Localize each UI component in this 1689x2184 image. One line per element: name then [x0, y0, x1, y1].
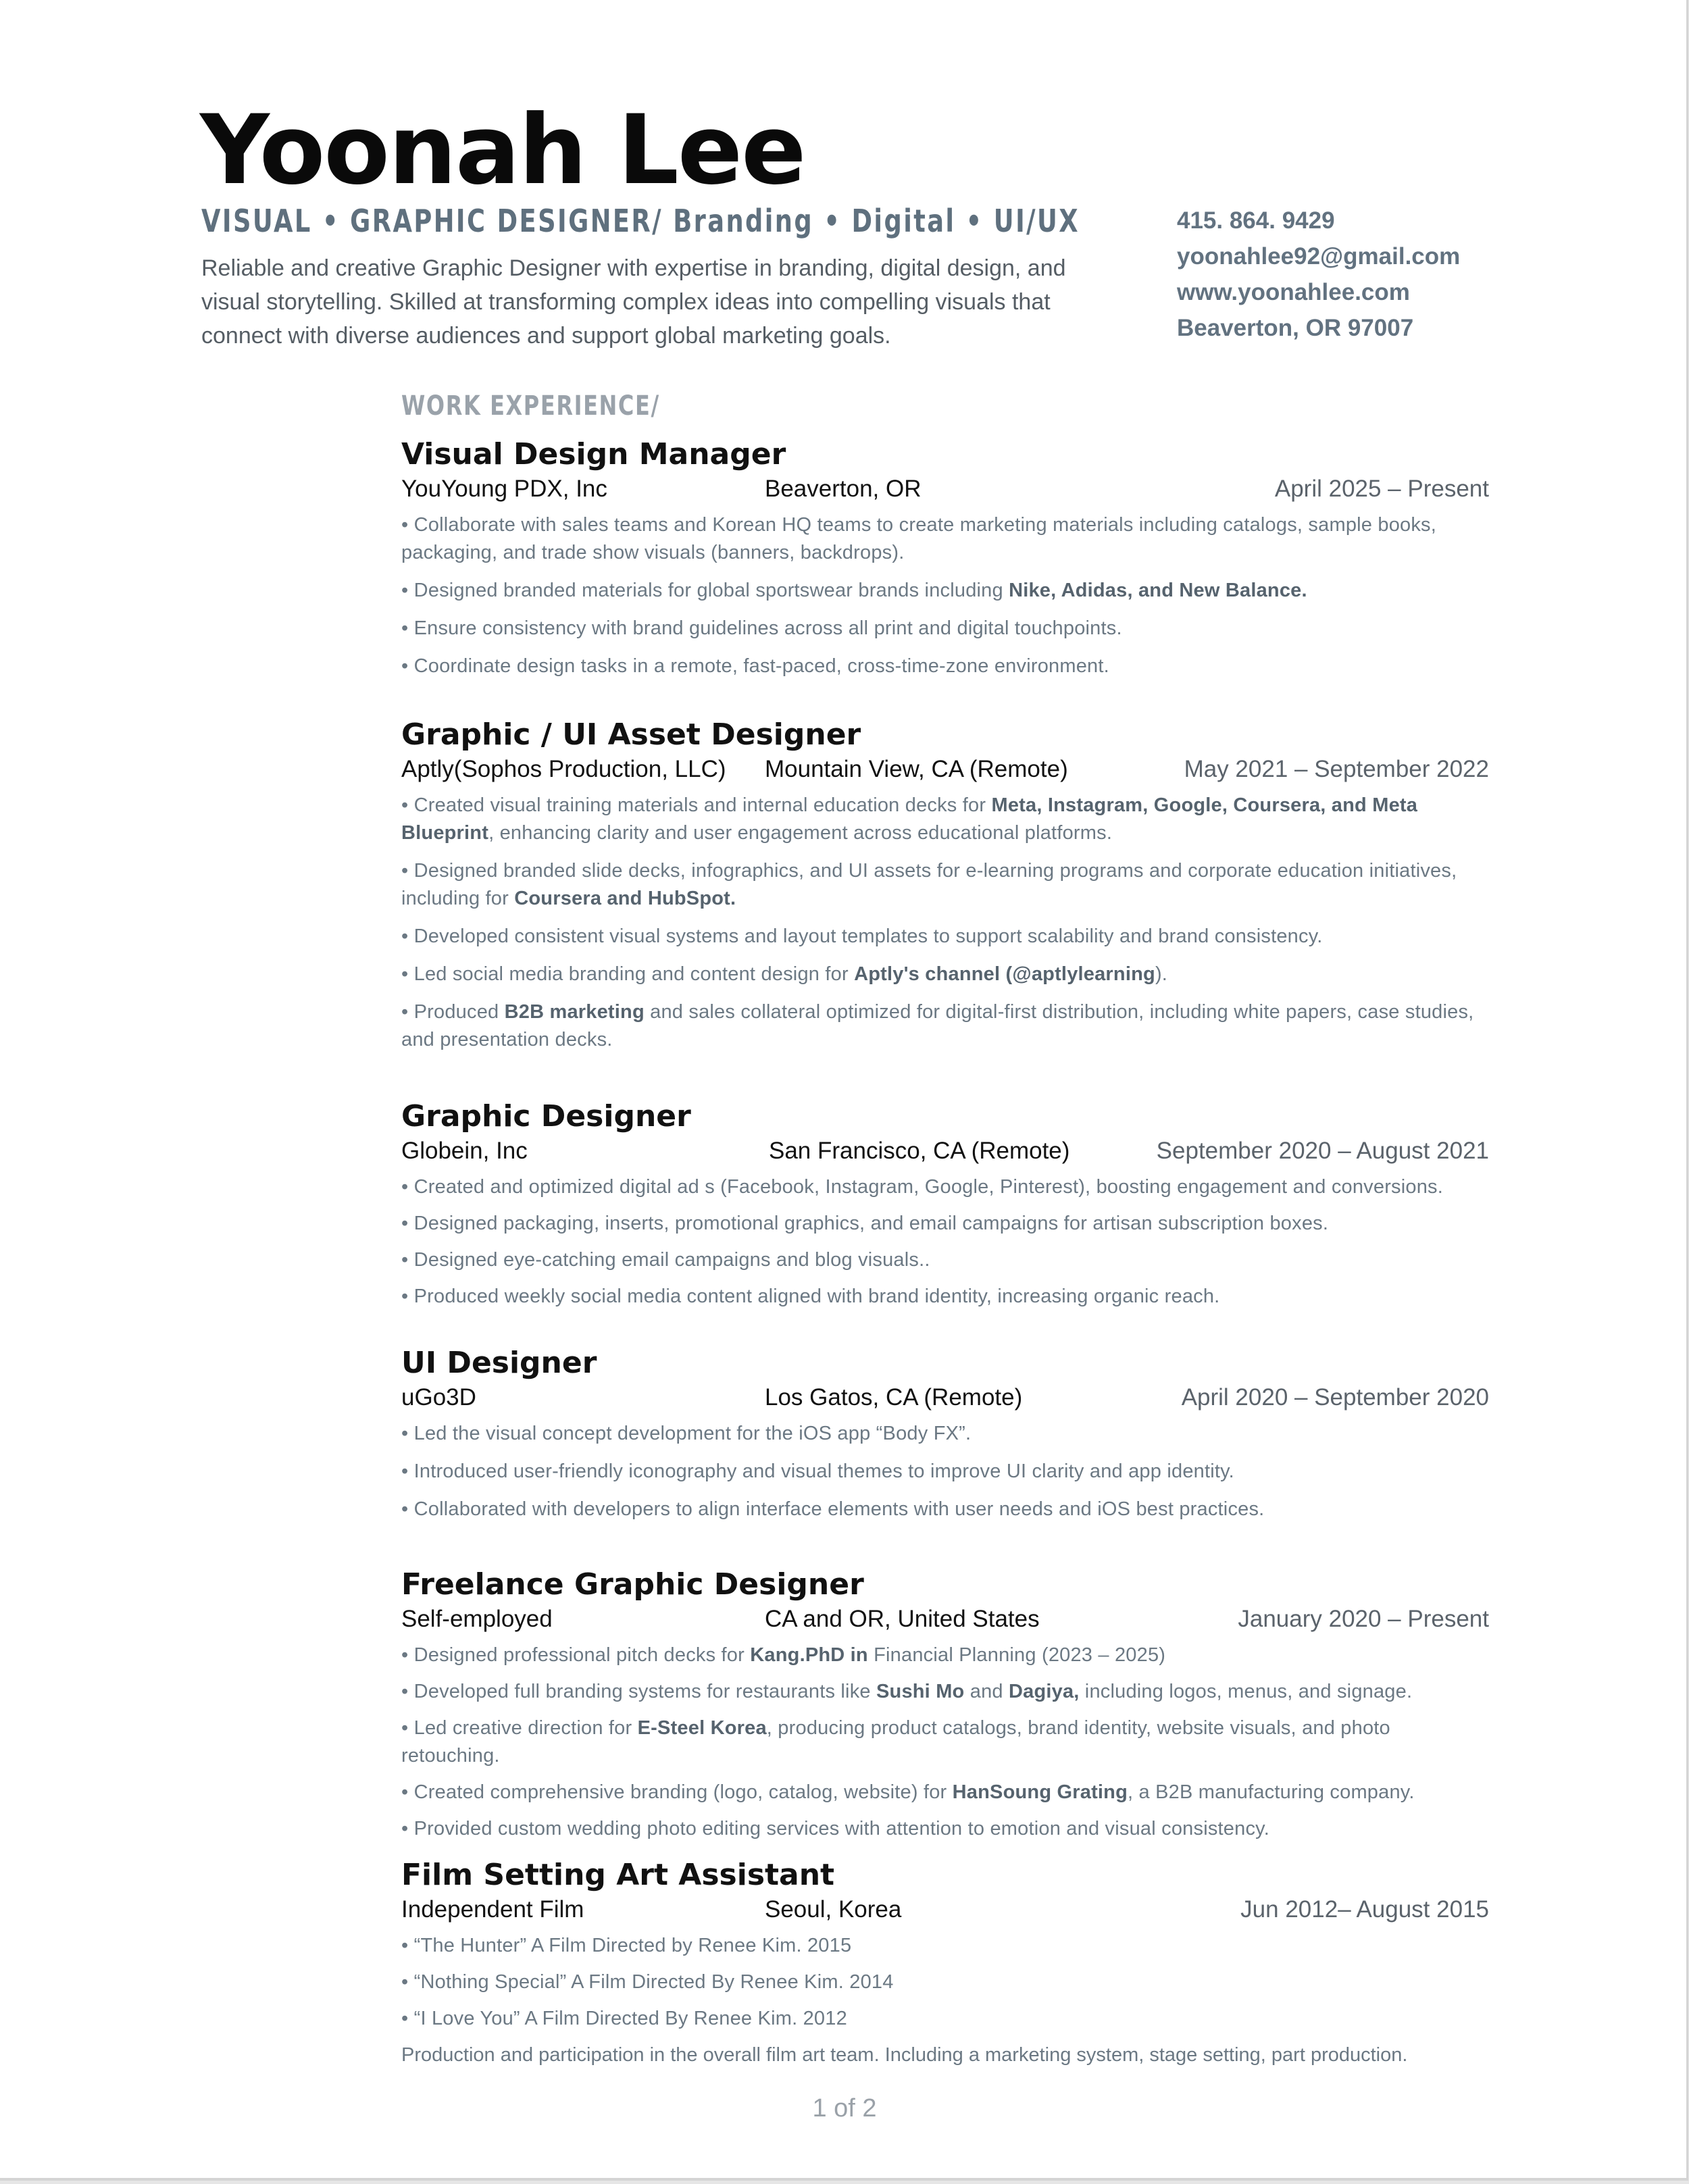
email-address[interactable]: yoonahlee92@gmail.com	[1177, 243, 1461, 270]
job-title: UI Designer	[401, 1346, 597, 1380]
job-entry	[401, 1856, 1489, 2069]
company-name: Globein, Inc	[401, 1138, 528, 1164]
bullet-item: • Collaborated with developers to align interface elements with user needs and iOS best practices.	[401, 1498, 1265, 1520]
bullet-item: • Led social media branding and content design for Aptly's channel (@aptlylearning).	[401, 963, 1168, 985]
bullet-item: • Designed branded slide decks, infographics, and UI assets for e-learning programs and corporate education initiatives, including for Coursera and HubSpot.	[401, 860, 1457, 909]
job-dates: April 2020 – September 2020	[1181, 1384, 1489, 1411]
job-title: Freelance Graphic Designer	[401, 1567, 864, 1602]
job-entry	[401, 436, 1489, 690]
bullet-item: • Developed full branding systems for restaurants like Sushi Mo and Dagiya, including logos, menus, and signage.	[401, 1681, 1413, 1702]
bullet-item: • Created comprehensive branding (logo, catalog, website) for HanSoung Grating, a B2B manufacturing company.	[401, 1781, 1415, 1803]
job-entry	[401, 1098, 1489, 1319]
company-name: Self-employed	[401, 1606, 553, 1632]
company-name: YouYoung PDX, Inc	[401, 476, 607, 502]
job-meta	[401, 1894, 1489, 1927]
job-location: San Francisco, CA (Remote)	[769, 1138, 1070, 1164]
job-bullets	[401, 1420, 1489, 1523]
contact-info	[1177, 203, 1460, 346]
page-number: 1 of 2	[812, 2094, 877, 2123]
job-location: Mountain View, CA (Remote)	[765, 756, 1068, 782]
company-name: uGo3D	[401, 1384, 476, 1411]
bullet-item: • Designed branded materials for global sportswear brands including Nike, Adidas, and New Balance.	[401, 580, 1307, 601]
job-dates: Jun 2012– August 2015	[1240, 1896, 1489, 1923]
job-meta	[401, 1382, 1489, 1415]
bullet-item: • Designed packaging, inserts, promotional graphics, and email campaigns for artisan subscription boxes.	[401, 1213, 1329, 1234]
job-location: Los Gatos, CA (Remote)	[765, 1384, 1023, 1411]
company-name: Independent Film	[401, 1896, 584, 1923]
job-dates: May 2021 – September 2022	[1184, 756, 1489, 782]
bullet-item: • Created visual training materials and internal education decks for Meta, Instagram, Google, Coursera, and Meta Blueprint, enhancing clarity and user engagement across educational platforms.	[401, 794, 1418, 844]
company-name: Aptly(Sophos Production, LLC)	[401, 756, 726, 782]
job-dates: September 2020 – August 2021	[1156, 1138, 1489, 1164]
job-location: Beaverton, OR	[765, 476, 922, 502]
phone-number: 415. 864. 9429	[1177, 207, 1335, 234]
bullet-item: • Produced weekly social media content aligned with brand identity, increasing organic reach.	[401, 1286, 1220, 1307]
job-meta	[401, 1604, 1489, 1636]
bullet-item: • Ensure consistency with brand guidelines across all print and digital touchpoints.	[401, 617, 1122, 639]
job-note: Production and participation in the overall film art team. Including a marketing system, stage setting, part production.	[401, 2044, 1408, 2066]
bullet-item: • “Nothing Special” A Film Directed By Renee Kim. 2014	[401, 1971, 894, 1993]
bullet-item: • Developed consistent visual systems and layout templates to support scalability and brand consistency.	[401, 925, 1323, 947]
bullet-item: • “I Love You” A Film Directed By Renee Kim. 2012	[401, 2008, 847, 2029]
job-title: Graphic Designer	[401, 1099, 691, 1134]
candidate-name: Yoonah Lee	[200, 95, 805, 206]
job-title: Graphic / UI Asset Designer	[401, 717, 861, 752]
job-entry	[401, 1566, 1489, 1852]
bullet-item: • Provided custom wedding photo editing services with attention to emotion and visual consistency.	[401, 1818, 1269, 1839]
bullet-item: • Led creative direction for E-Steel Korea, producing product catalogs, brand identity, website visuals, and photo retouching.	[401, 1717, 1390, 1767]
job-meta	[401, 474, 1489, 506]
job-entry	[401, 716, 1489, 1064]
job-bullets	[401, 1932, 1489, 2033]
job-location: CA and OR, United States	[765, 1606, 1040, 1632]
job-bullets	[401, 792, 1489, 1054]
bullet-item: • “The Hunter” A Film Directed by Renee Kim. 2015	[401, 1935, 852, 1956]
job-location: Seoul, Korea	[765, 1896, 902, 1923]
job-bullets	[401, 511, 1489, 680]
bullet-item: • Led the visual concept development for the iOS app “Body FX”.	[401, 1423, 972, 1444]
contact-location: Beaverton, OR 97007	[1177, 315, 1414, 341]
work-experience-heading: WORK EXPERIENCE/	[401, 390, 660, 422]
job-title: Film Setting Art Assistant	[401, 1858, 835, 1892]
job-bullets	[401, 1642, 1489, 1843]
bullet-item: • Introduced user-friendly iconography and visual themes to improve UI clarity and app identity.	[401, 1461, 1234, 1482]
job-entry	[401, 1344, 1489, 1533]
bullet-item: • Produced B2B marketing and sales collateral optimized for digital-first distribution, including white papers, case studies, and presentation decks.	[401, 1001, 1474, 1050]
website-link[interactable]: www.yoonahlee.com	[1177, 279, 1410, 305]
bullet-item: • Coordinate design tasks in a remote, fast-paced, cross-time-zone environment.	[401, 655, 1109, 677]
job-title: Visual Design Manager	[401, 437, 786, 472]
job-dates: April 2025 – Present	[1274, 476, 1489, 502]
job-meta	[401, 1136, 1489, 1168]
bullet-item: • Created and optimized digital ad s (Facebook, Instagram, Google, Pinterest), boosting engagement and conversions.	[401, 1176, 1444, 1198]
bullet-item: • Designed professional pitch decks for Kang.PhD in Financial Planning (2023 – 2025)	[401, 1644, 1166, 1666]
role-title: VISUAL • GRAPHIC DESIGNER/ Branding • Digital • UI/UX	[201, 203, 1080, 239]
bullet-item: • Designed eye-catching email campaigns and blog visuals..	[401, 1249, 930, 1271]
job-meta	[401, 754, 1489, 786]
job-dates: January 2020 – Present	[1238, 1606, 1489, 1632]
summary-text: Reliable and creative Graphic Designer with expertise in branding, digital design, and visual storytelling. Skilled at transforming complex ideas into compelling visuals that connect with diverse audiences and support global marketing goals.	[201, 255, 1066, 349]
job-bullets	[401, 1173, 1489, 1311]
bullet-item: • Collaborate with sales teams and Korean HQ teams to create marketing materials including catalogs, sample books, packaging, and trade show visuals (banners, backdrops).	[401, 514, 1437, 563]
